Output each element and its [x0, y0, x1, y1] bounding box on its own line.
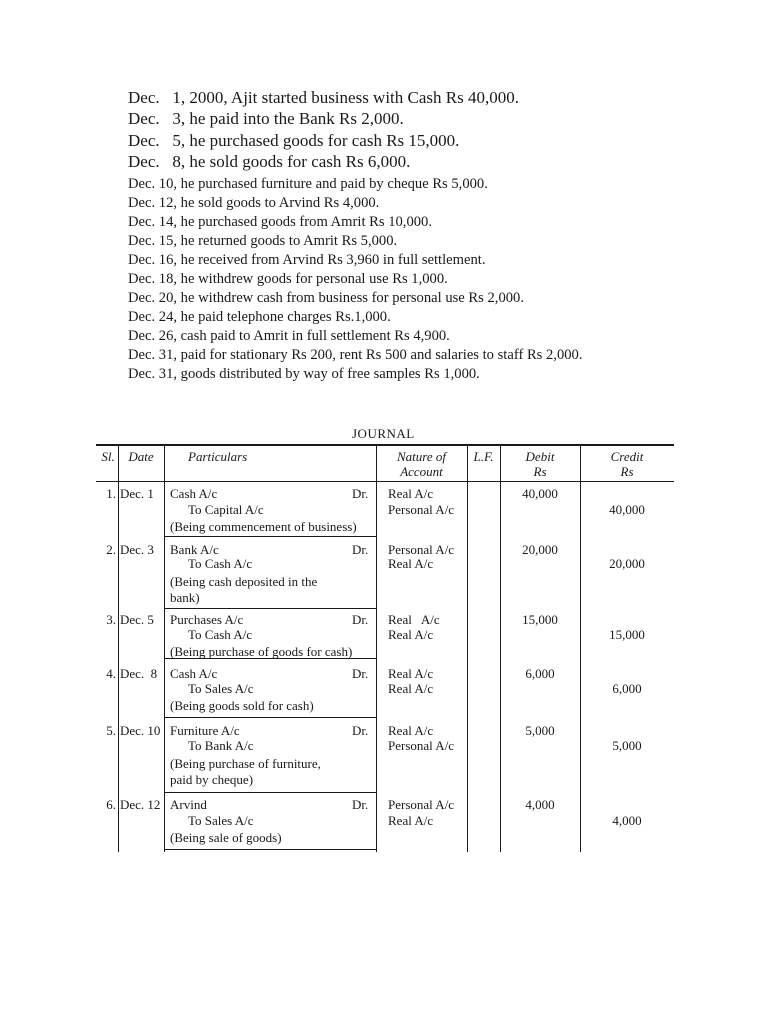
header-particulars: Particulars: [188, 449, 248, 464]
header-nature: Nature of Account: [397, 449, 446, 479]
header-date: Date: [128, 449, 154, 464]
column-divider: [164, 444, 165, 852]
header-sl: Sl.: [101, 449, 115, 464]
table-header-rule: [96, 481, 674, 482]
entry-separator: [165, 792, 377, 793]
entry-separator: [165, 717, 377, 718]
column-divider: [118, 444, 119, 852]
entry-separator: [165, 608, 377, 609]
column-divider: [467, 444, 468, 852]
column-divider: [376, 444, 377, 852]
table-top-rule: [96, 444, 674, 446]
column-divider: [500, 444, 501, 852]
entry-separator: [165, 849, 377, 850]
header-credit: Credit Rs: [610, 449, 644, 479]
journal-table: Sl. Date Particulars Nature of Account L.F. Debit Rs Credit Rs 1. Dec. 1 Cash A/c Dr. To Capital A/c (Being commencement of business) Real A/c Personal A/c 40,000 40,000 2. Dec. 3 Bank A/c Dr. To Cash A/c (Being cash deposited in the bank) Personal A/c Real A/c 20,000 20,000 3. Dec. 5 Purchases A/c Dr. To Cash A/c (Being purchase of goods for cash) Real A/c Real A/c 15,000 15,000 4. Dec. 8 Cash A/c Dr. To Sales A/c (Being goods sold for cash) Real A/c Real A/c 6,000 6,000 5. Dec. 10 Furniture A/c Dr. To Bank A/c (Being purchase of furniture, paid by cheque) Real A/c Personal A/c 5,000 5,000 6. Dec. 12 Arvind Dr. To Sales A/c (Being sale of goods) Personal A/c Real A/c 4,000 4,000: [96, 444, 674, 854]
header-lf: L.F.: [473, 449, 494, 464]
entry-separator: [165, 536, 377, 537]
header-debit: Debit Rs: [525, 449, 555, 479]
journal-title: JOURNAL: [352, 426, 415, 441]
